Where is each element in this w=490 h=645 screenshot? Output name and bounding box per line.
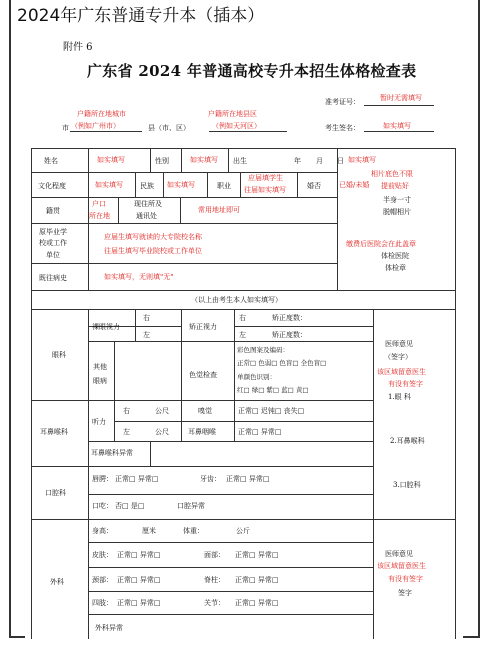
marry-label: 婚否 xyxy=(307,182,321,190)
doctor-hint-1: 该区域留意医生 xyxy=(377,368,426,376)
history-label: 既往病史 xyxy=(39,274,67,282)
face-label: 面部： xyxy=(204,551,225,559)
city-example: （例如广州市） xyxy=(71,122,120,130)
doctor-item-eye: 1.眼 科 xyxy=(388,393,411,401)
school-value-1[interactable]: 应届生填写就读的大专院校名称 xyxy=(104,233,202,241)
name-value[interactable]: 如实填写 xyxy=(97,156,125,164)
attachment-label: 附件 6 xyxy=(63,42,93,53)
lip-label: 唇腭： xyxy=(92,475,113,483)
color-vision-label: 色觉检查 xyxy=(189,371,217,379)
county-hint: 户籍所在地县区 xyxy=(208,110,257,118)
stutter-value: 否□ 是□ xyxy=(115,502,145,510)
weight-unit: 公斤 xyxy=(236,527,250,535)
sign-underline xyxy=(364,131,434,132)
school-label-3: 单位 xyxy=(46,251,60,259)
doctor-opinion-1: 医师意见 xyxy=(385,340,413,348)
seal-hint: 缴费后医院会在此盖章 xyxy=(346,240,416,248)
edu-label: 文化程度 xyxy=(38,182,66,190)
height-label: 身高： xyxy=(92,527,113,535)
doctor-item-oral: 3.口腔科 xyxy=(393,481,421,489)
lip-value: 正常□ 异常□ xyxy=(115,475,159,483)
exam-number-value: 暂时无需填写 xyxy=(380,94,422,102)
county-underline xyxy=(209,131,287,132)
job-label: 职业 xyxy=(217,182,231,190)
school-value-2[interactable]: 往届生填写毕业院校或工作单位 xyxy=(104,247,202,255)
origin-value-1[interactable]: 户口 xyxy=(92,200,106,208)
origin-value-2[interactable]: 所在地 xyxy=(89,212,110,220)
weight-label: 体重： xyxy=(183,527,204,535)
limb-value: 正常□ 异常□ xyxy=(117,599,161,607)
marry-value[interactable]: 已婚/未婚 xyxy=(339,181,370,189)
above-note: （以上由考生本人如实填写） xyxy=(191,296,282,304)
school-label-2: 校或工作 xyxy=(39,239,67,247)
frame-left xyxy=(9,0,11,638)
ethnic-value[interactable]: 如实填写 xyxy=(167,181,195,189)
frame-right xyxy=(478,0,480,638)
corr-right-label: 右 xyxy=(239,314,246,322)
ent-section-label: 耳鼻喉科 xyxy=(40,428,68,436)
sign-value: 如实填写 xyxy=(383,122,411,130)
smell-value: 正常□ 迟钝□ 丧失□ xyxy=(238,407,305,415)
teeth-label: 牙齿： xyxy=(200,475,221,483)
eye-section-label: 眼科 xyxy=(52,351,66,359)
county-example: （例如天河区） xyxy=(212,122,261,130)
oral-abnormal-label: 口腔异常 xyxy=(177,502,205,510)
doctor-sign-paren: （签字） xyxy=(384,353,412,361)
oral-section-label: 口腔科 xyxy=(45,489,66,497)
hearing-left-label: 左 xyxy=(123,428,130,436)
corr-right-degree: 矫正度数： xyxy=(272,314,307,322)
corrected-vision-label: 矫正视力 xyxy=(189,323,217,331)
doctor-hint-2: 有没有签字 xyxy=(388,380,423,388)
limb-label: 四肢： xyxy=(92,599,113,607)
form-title: 广东省 2024 年普通高校专升本招生体格检查表 xyxy=(87,62,417,80)
color-line-2: 正常□ 色弱□ 色盲□ 全色盲□ xyxy=(237,359,327,367)
corr-left-degree: 矫正度数： xyxy=(272,331,307,339)
frame-bottom-left xyxy=(9,636,25,638)
birth-value[interactable]: 如实填写 xyxy=(348,156,376,164)
photo-label-2: 脱帽相片 xyxy=(383,208,411,216)
photo-hint-2: 提前贴好 xyxy=(381,182,409,190)
birth-day: 日 xyxy=(337,157,344,165)
skin-value: 正常□ 异常□ xyxy=(117,551,161,559)
job-value-2[interactable]: 往届如实填写 xyxy=(244,186,286,194)
hearing-label: 听力 xyxy=(92,418,106,426)
teeth-value: 正常□ 异常□ xyxy=(226,475,270,483)
birth-label: 出生 xyxy=(233,157,247,165)
hearing-right-unit: 公尺 xyxy=(155,407,169,415)
surgery-abnormal-label: 外科异常 xyxy=(95,624,123,632)
surgery-section-label: 外科 xyxy=(50,578,64,586)
color-line-1: 彩色图案及编码： xyxy=(237,346,289,354)
seal-label-2: 体检章 xyxy=(385,264,406,272)
job-value-1[interactable]: 应届填学生 xyxy=(248,174,283,182)
city-underline xyxy=(70,131,142,132)
doctor-sign-2: 签字 xyxy=(398,589,412,597)
corr-left-label: 左 xyxy=(239,331,246,339)
other-eye-label-1: 其他 xyxy=(93,363,107,371)
edu-value[interactable]: 如实填写 xyxy=(95,181,123,189)
birth-year: 年 xyxy=(294,157,301,165)
doctor-opinion-2: 医师意见 xyxy=(385,550,413,558)
doctor-hint-4: 有没有签字 xyxy=(388,575,423,583)
seal-label-1: 体检医院 xyxy=(381,252,409,260)
origin-label: 籍贯 xyxy=(46,207,60,215)
neck-label: 颈部： xyxy=(92,576,113,584)
smell-label: 嗅觉 xyxy=(198,407,212,415)
sign-label: 考生签名： xyxy=(325,124,360,132)
city-hint: 户籍所在地城市 xyxy=(77,110,126,118)
address-value[interactable]: 常用地址即可 xyxy=(198,206,240,214)
naked-vision-label: 裸眼视力 xyxy=(92,323,120,331)
throat-label: 耳鼻咽喉 xyxy=(188,428,216,436)
county-label: 县（市、区） xyxy=(148,124,190,132)
doctor-hint-3: 该区域留意医生 xyxy=(377,562,426,570)
city-label: 市 xyxy=(62,124,69,132)
exam-number-underline xyxy=(364,105,434,106)
stutter-label: 口吃： xyxy=(92,502,113,510)
doctor-item-ent: 2.耳鼻喉科 xyxy=(390,437,425,445)
gender-value[interactable]: 如实填写 xyxy=(190,156,218,164)
address-label-1: 现住所及 xyxy=(134,200,162,208)
exam-number-label: 准考证号： xyxy=(325,98,360,106)
photo-hint-1: 相片底色不限 xyxy=(371,170,413,178)
face-value: 正常□ 异常□ xyxy=(235,551,279,559)
throat-value: 正常□ 异常□ xyxy=(238,428,282,436)
hearing-right-label: 右 xyxy=(123,407,130,415)
top-title: 2024年广东普通专升本（插本） xyxy=(17,6,265,26)
history-value[interactable]: 如实填写，无则填"无" xyxy=(104,273,174,281)
ent-abnormal-label: 耳鼻喉科异常 xyxy=(91,449,133,457)
neck-value: 正常□ 异常□ xyxy=(117,576,161,584)
address-label-2: 通讯处 xyxy=(136,212,157,220)
spine-value: 正常□ 异常□ xyxy=(235,576,279,584)
color-line-3: 单颜色识别： xyxy=(237,373,276,381)
joint-label: 关节： xyxy=(204,599,225,607)
skin-label: 皮肤： xyxy=(92,551,113,559)
naked-left-label: 左 xyxy=(143,331,150,339)
name-label: 姓名 xyxy=(44,157,58,165)
school-label-1: 原毕业学 xyxy=(39,228,67,236)
joint-value: 正常□ 异常□ xyxy=(235,599,279,607)
frame-bottom-right xyxy=(463,636,480,638)
color-line-4: 红□ 绿□ 紫□ 蓝□ 黄□ xyxy=(237,386,309,394)
birth-month: 月 xyxy=(316,157,323,165)
gender-label: 性别 xyxy=(155,157,169,165)
other-eye-label-2: 眼病 xyxy=(93,377,107,385)
spine-label: 脊柱： xyxy=(204,576,225,584)
hearing-left-unit: 公尺 xyxy=(155,428,169,436)
ethnic-label: 民族 xyxy=(140,182,154,190)
photo-label-1: 半身一寸 xyxy=(383,196,411,204)
naked-right-label: 右 xyxy=(143,314,150,322)
height-unit: 厘米 xyxy=(142,527,156,535)
